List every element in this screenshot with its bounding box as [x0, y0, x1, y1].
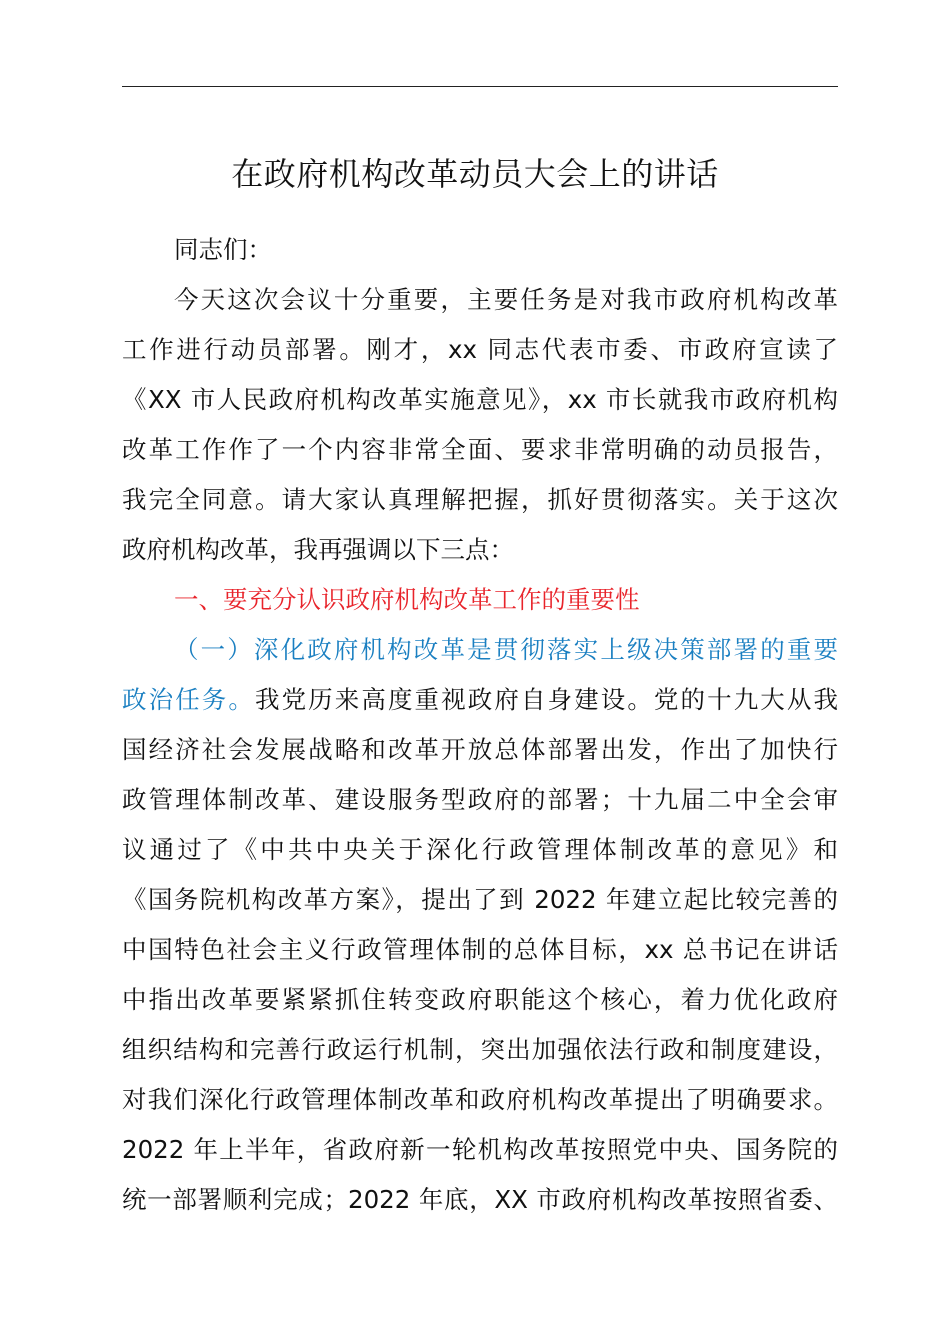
section-heading: 一、要充分认识政府机构改革工作的重要性 [174, 585, 640, 614]
paragraph-line: 国经济社会发展战略和改革开放总体部署出发，作出了加快行 [122, 735, 838, 764]
paragraph-line: 中指出改革要紧紧抓住转变政府职能这个核心，着力优化政府 [122, 985, 838, 1014]
subsection-heading-line [122, 675, 838, 725]
header-rule [122, 86, 838, 87]
paragraph-line: 今天这次会议十分重要，主要任务是对我市政府机构改革 [174, 285, 838, 314]
subsection-heading-end: 政治任务。 [122, 685, 255, 714]
paragraph-line: 统一部署顺利完成；2022 年底，XX 市政府机构改革按照省委、 [122, 1185, 838, 1214]
paragraph-line: 议通过了《中共中央关于深化行政管理体制改革的意见》和 [122, 835, 838, 864]
paragraph-line: 工作进行动员部署。刚才，xx 同志代表市委、市政府宣读了 [122, 335, 838, 364]
salutation: 同志们： [174, 235, 272, 264]
subsection-heading: （一）深化政府机构改革是贯彻落实上级决策部署的重要 [174, 635, 838, 664]
paragraph-line: 《国务院机构改革方案》，提出了到 2022 年建立起比较完善的 [122, 885, 838, 914]
paragraph-line: 对我们深化行政管理体制改革和政府机构改革提出了明确要求。 [122, 1085, 838, 1114]
paragraph-line: 《XX 市人民政府机构改革实施意见》，xx 市长就我市政府机构 [122, 385, 838, 414]
paragraph-line: 2022 年上半年，省政府新一轮机构改革按照党中央、国务院的 [122, 1135, 838, 1164]
document-title: 在政府机构改革动员大会上的讲话 [231, 155, 719, 193]
paragraph-line: 组织结构和完善行政运行机制，突出加强依法行政和制度建设， [122, 1035, 838, 1064]
paragraph-line: 政管理体制改革、建设服务型政府的部署；十九届二中全会审 [122, 785, 838, 814]
paragraph-line: 我完全同意。请大家认真理解把握，抓好贯彻落实。关于这次 [122, 485, 838, 514]
paragraph-line: 政府机构改革，我再强调以下三点： [122, 535, 514, 564]
paragraph-line: 改革工作作了一个内容非常全面、要求非常明确的动员报告， [122, 435, 838, 464]
paragraph-line: 中国特色社会主义行政管理体制的总体目标，xx 总书记在讲话 [122, 935, 838, 964]
document-body [122, 225, 838, 1225]
paragraph-text: 我党历来高度重视政府自身建设。党的十九大从我 [254, 685, 839, 714]
